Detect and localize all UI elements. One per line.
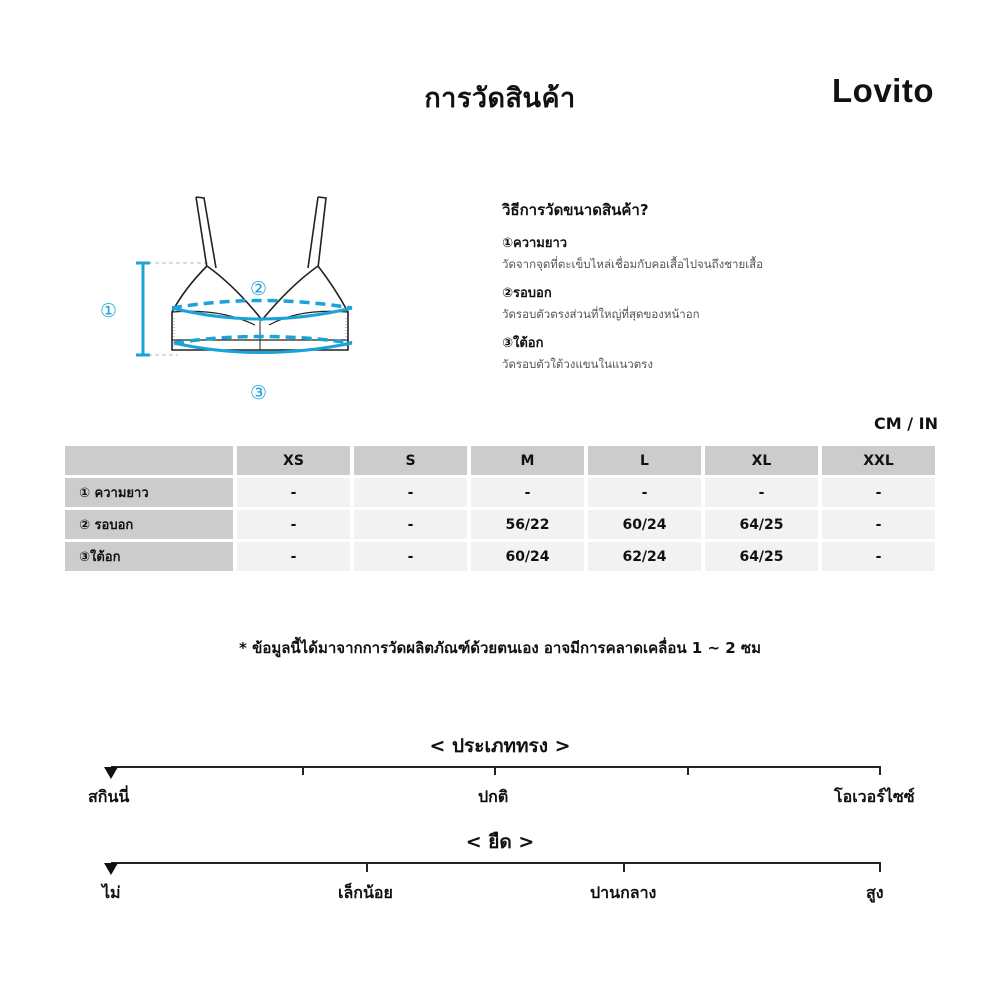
measurement-illustration: [90, 190, 390, 410]
stretch-label-medium: ปานกลาง: [590, 883, 657, 902]
size-header: L: [588, 446, 701, 475]
table-cell: -: [822, 542, 935, 571]
size-header: XS: [237, 446, 350, 475]
stretch-label-none: ไม่: [102, 883, 121, 902]
table-cell: 60/24: [471, 542, 584, 571]
fit-label-skinny: สกินนี่: [88, 787, 130, 806]
table-cell: 64/25: [705, 542, 818, 571]
stretch-scale-marker: [104, 863, 118, 875]
table-cell: -: [237, 478, 350, 507]
how-to-measure: [502, 198, 922, 382]
size-header: XXL: [822, 446, 935, 475]
size-table: [61, 443, 939, 574]
unit-label: CM / IN: [874, 414, 938, 433]
table-row: [65, 510, 935, 539]
table-cell: -: [237, 542, 350, 571]
measurement-note: * ข้อมูลนี้ได้มาจากการวัดผลิตภัณฑ์ด้วยตนเอง อาจมีการคลาดเคลื่อน 1 ~ 2 ซม: [239, 639, 761, 657]
table-cell: -: [471, 478, 584, 507]
howto-underbust-desc: วัดรอบตัวใต้วงแขนในแนวตรง: [502, 357, 653, 371]
marker-bust: ②: [250, 278, 268, 300]
size-header: M: [471, 446, 584, 475]
howto-bust-desc: วัดรอบตัวตรงส่วนที่ใหญ่ที่สุดของหน้าอก: [502, 307, 700, 321]
table-row: [65, 542, 935, 571]
table-cell: -: [822, 478, 935, 507]
row-label: ① ความยาว: [65, 478, 233, 507]
row-label: ③ใต้อก: [65, 542, 233, 571]
table-row: [65, 478, 935, 507]
table-cell: 62/24: [588, 542, 701, 571]
size-header: XL: [705, 446, 818, 475]
howto-underbust-title: ③ใต้อก: [502, 336, 544, 351]
table-header-row: [65, 446, 935, 475]
howto-bust-title: ②รอบอก: [502, 286, 552, 301]
howto-length-desc: วัดจากจุดที่ตะเข็บไหล่เชื่อมกับคอเสื้อไปจนถึงชายเสื้อ: [502, 257, 764, 271]
table-cell: 60/24: [588, 510, 701, 539]
fit-label-oversize: โอเวอร์ไซซ์: [834, 787, 915, 806]
fit-scale-title: < ประเภททรง >: [429, 735, 571, 757]
how-to-heading: วิธีการวัดขนาดสินค้า?: [502, 201, 649, 219]
table-cell: -: [354, 510, 467, 539]
table-corner: [65, 446, 233, 475]
bra-drawing: [90, 190, 390, 410]
size-header: S: [354, 446, 467, 475]
table-cell: -: [588, 478, 701, 507]
table-cell: -: [237, 510, 350, 539]
stretch-scale-title: < ยืด >: [465, 831, 535, 853]
howto-length-title: ①ความยาว: [502, 236, 568, 251]
stretch-label-high: สูง: [866, 883, 884, 902]
marker-length: ①: [100, 300, 118, 322]
table-cell: 64/25: [705, 510, 818, 539]
table-cell: -: [822, 510, 935, 539]
table-cell: -: [354, 542, 467, 571]
page-title: การวัดสินค้า: [424, 83, 576, 114]
table-cell: -: [705, 478, 818, 507]
fit-scale-marker: [104, 767, 118, 779]
marker-underbust: ③: [250, 382, 268, 404]
brand-logo: Lovito: [832, 72, 934, 109]
stretch-label-slight: เล็กน้อย: [338, 883, 393, 902]
table-cell: -: [354, 478, 467, 507]
table-cell: 56/22: [471, 510, 584, 539]
row-label: ② รอบอก: [65, 510, 233, 539]
fit-label-regular: ปกติ: [478, 787, 509, 806]
